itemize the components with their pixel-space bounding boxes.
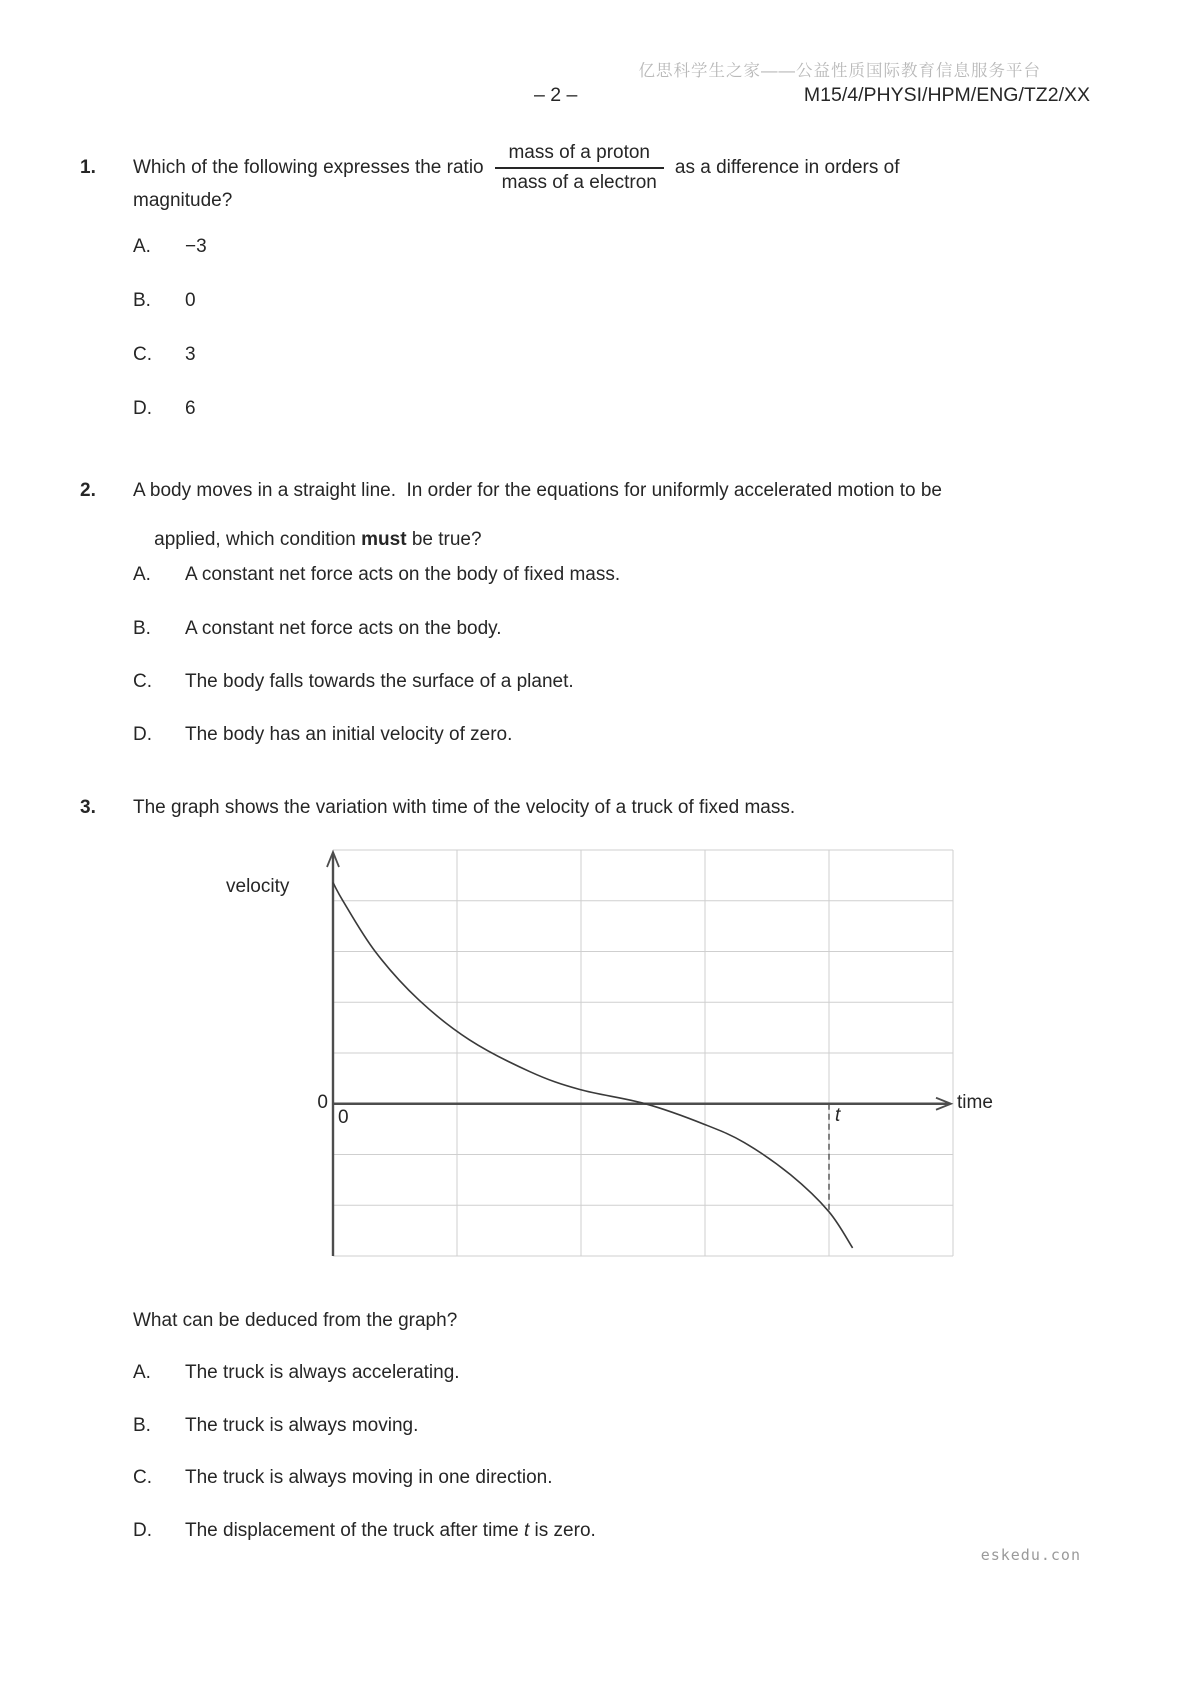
option-letter: C. — [133, 344, 152, 365]
option-letter: A. — [133, 564, 151, 585]
footer-watermark: eskedu.con — [980, 1546, 1081, 1564]
question-text: as a difference in orders of — [674, 157, 900, 178]
zero-tick-label: 0 — [317, 1092, 328, 1113]
option-row — [133, 618, 502, 640]
option-text: 3 — [185, 344, 196, 365]
option-text: The body has an initial velocity of zero. — [185, 724, 513, 745]
option-letter: B. — [133, 1415, 151, 1436]
x-axis-label: time — [957, 1092, 993, 1113]
option-letter: A. — [133, 236, 151, 257]
fraction — [495, 143, 664, 192]
paper-code: M15/4/PHYSI/HPM/ENG/TZ2/XX — [803, 84, 1090, 106]
option-letter: C. — [133, 1467, 152, 1488]
option-letter: D. — [133, 724, 152, 745]
option-text: −3 — [185, 236, 207, 257]
option-text: 0 — [185, 290, 196, 311]
option-row — [133, 290, 196, 312]
question-text: What can be deduced from the graph? — [133, 1310, 458, 1331]
option-row — [133, 236, 207, 258]
question-text-pre: applied, which condition — [154, 529, 362, 550]
option-row — [133, 1467, 553, 1489]
fraction-numerator: mass of a proton — [508, 142, 651, 164]
question-number: 3. — [80, 797, 96, 818]
question-text: magnitude? — [133, 190, 233, 211]
option-row — [133, 398, 196, 420]
question-number: 1. — [80, 157, 96, 178]
option-row — [133, 1362, 460, 1384]
question-3-stem — [80, 797, 795, 819]
option-text: A constant net force acts on the body of fixed mass. — [185, 564, 621, 585]
question-text-post: be true? — [406, 529, 482, 550]
option-text: A constant net force acts on the body. — [185, 618, 502, 639]
question-text: A body moves in a straight line. In order for the equations for uniformly accelerated motion to be — [133, 480, 942, 501]
option-row — [133, 1520, 596, 1542]
header-watermark: 亿思科学生之家——公益性质国际教育信息服务平台 — [638, 62, 1041, 80]
page-number: – 2 – — [534, 84, 578, 106]
y-axis-label: velocity — [226, 876, 290, 897]
velocity-time-graph — [300, 840, 1020, 1270]
option-text-pre: The displacement of the truck after time — [185, 1520, 524, 1541]
origin-label: 0 — [338, 1107, 349, 1128]
option-letter: A. — [133, 1362, 151, 1383]
option-text-italic: t — [524, 1520, 530, 1541]
option-row — [133, 671, 574, 693]
question-number: 2. — [80, 480, 96, 501]
option-row — [133, 344, 196, 366]
fraction-denominator: mass of a electron — [501, 171, 657, 193]
option-text: The truck is always moving in one direction. — [185, 1467, 553, 1488]
option-text: The truck is always moving. — [185, 1415, 419, 1436]
question-1-stem — [80, 140, 900, 196]
option-row — [133, 564, 620, 586]
option-letter: D. — [133, 1520, 152, 1541]
option-letter: C. — [133, 671, 152, 692]
option-text: The truck is always accelerating. — [185, 1362, 460, 1383]
question-2-stem — [80, 480, 942, 502]
option-text: 6 — [185, 398, 196, 419]
question-text-bold: must — [361, 529, 407, 550]
option-text — [185, 1520, 596, 1542]
option-row — [133, 724, 512, 746]
option-text: The body falls towards the surface of a planet. — [185, 671, 574, 692]
question-text: The graph shows the variation with time of the velocity of a truck of fixed mass. — [133, 797, 796, 818]
option-letter: D. — [133, 398, 152, 419]
question-text: Which of the following expresses the ratio — [133, 157, 484, 178]
option-letter: B. — [133, 290, 151, 311]
option-letter: B. — [133, 618, 151, 639]
t-marker-label: t — [835, 1105, 841, 1126]
option-text-post: is zero. — [529, 1520, 596, 1541]
option-row — [133, 1415, 418, 1437]
